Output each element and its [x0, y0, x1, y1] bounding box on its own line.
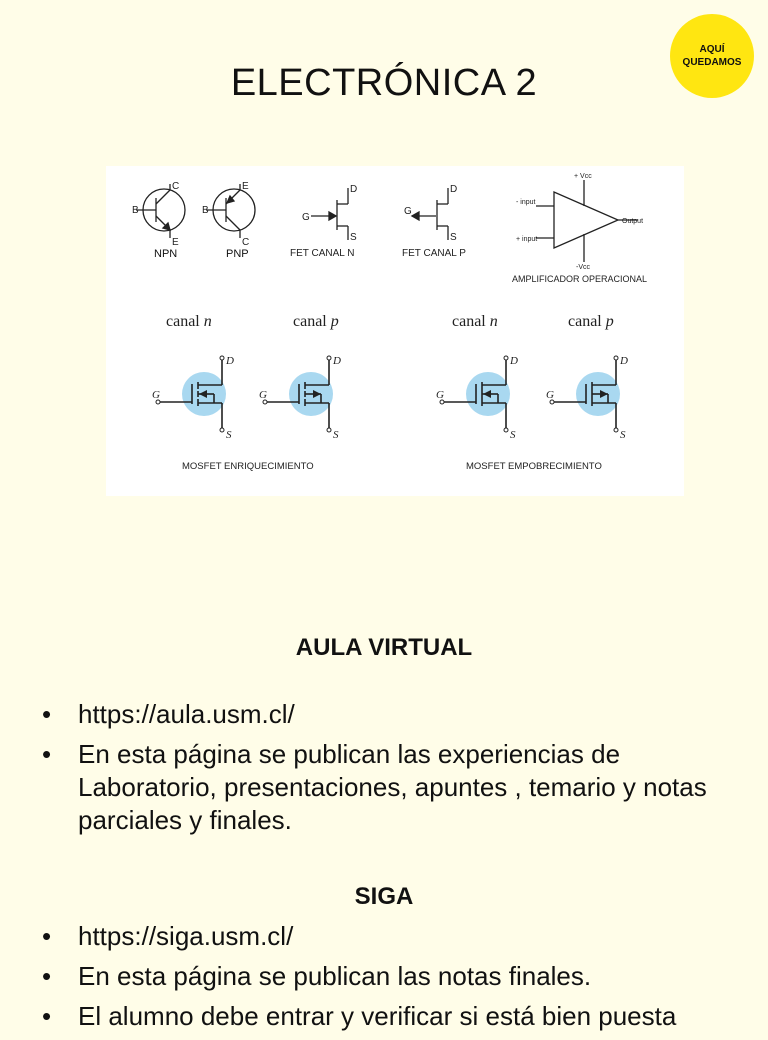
pnp-e-label: E	[242, 181, 249, 192]
fet-p-d-label: D	[450, 184, 458, 195]
gate-label: G	[436, 389, 444, 401]
mosfet-dep-canal-p-symbol	[546, 355, 628, 441]
fet-canal-n-symbol	[311, 188, 348, 240]
fet-p-g-label: G	[404, 206, 412, 217]
slide-title: ELECTRÓNICA 2	[230, 62, 538, 104]
npn-b-label: B	[132, 205, 139, 216]
npn-c-label: C	[172, 181, 180, 192]
badge-line-1: AQUÍ	[699, 44, 725, 55]
source-label: S	[226, 429, 232, 441]
drain-label: D	[510, 355, 518, 367]
pnp-transistor-symbol	[206, 184, 255, 238]
siga-notas-item: • En esta página se publican las notas finales.	[42, 960, 742, 993]
siga-verify-item: • El alumno debe entrar y verificar si está bien puesta	[42, 1000, 742, 1033]
opamp-vcc-plus-label: + Vcc	[574, 173, 592, 180]
fet-canal-p-symbol	[412, 188, 448, 240]
drain-label: D	[620, 355, 628, 367]
opamp-vcc-minus-label: -Vcc	[576, 264, 590, 271]
aula-virtual-list	[42, 698, 742, 844]
aula-description-item: • En esta página se publican las experiencias de Laboratorio, presentaciones, apuntes , temario y notas parciales y finales.	[42, 738, 742, 837]
drain-label: D	[333, 355, 341, 367]
drain-label: D	[226, 355, 234, 367]
fet-n-d-label: D	[350, 184, 358, 195]
fet-n-s-label: S	[350, 232, 357, 243]
enh-canal-p-label: canal p	[293, 313, 339, 330]
mosfet-enh-canal-n-symbol	[152, 355, 234, 441]
gate-label: G	[259, 389, 267, 401]
npn-e-label: E	[172, 237, 179, 248]
mosfet-empobrecimiento-label: MOSFET EMPOBRECIMIENTO	[466, 461, 602, 472]
source-label: S	[620, 429, 626, 441]
aula-url-item[interactable]: • https://aula.usm.cl/	[42, 698, 742, 731]
siga-url-item[interactable]: • https://siga.usm.cl/	[42, 920, 742, 953]
gate-label: G	[152, 389, 160, 401]
mosfet-enriquecimiento-label: MOSFET ENRIQUECIMIENTO	[182, 461, 314, 472]
electronic-symbols-figure	[106, 166, 684, 496]
enh-canal-n-label: canal n	[166, 313, 212, 330]
aqui-quedamos-badge	[670, 14, 754, 98]
pnp-label: PNP	[226, 248, 249, 260]
source-label: S	[333, 429, 339, 441]
siga-heading: SIGA	[354, 883, 414, 910]
npn-label: NPN	[154, 248, 178, 260]
fet-canal-n-label: FET CANAL N	[290, 248, 355, 259]
badge-line-2: QUEDAMOS	[682, 57, 742, 68]
npn-transistor-symbol	[136, 184, 185, 238]
aula-virtual-heading: AULA VIRTUAL	[295, 634, 473, 661]
opamp-output-label: Output	[622, 218, 644, 225]
fet-n-g-label: G	[302, 212, 310, 223]
opamp-inverting-input-label: - input	[516, 199, 536, 206]
mosfet-enh-canal-p-symbol	[259, 355, 341, 441]
pnp-c-label: C	[242, 237, 250, 248]
fet-canal-p-label: FET CANAL P	[402, 248, 466, 259]
source-label: S	[510, 429, 516, 441]
gate-label: G	[546, 389, 554, 401]
symbols-svg	[106, 166, 684, 496]
fet-p-s-label: S	[450, 232, 457, 243]
mosfet-dep-canal-n-symbol	[436, 355, 518, 441]
pnp-b-label: B	[202, 205, 209, 216]
dep-canal-p-label: canal p	[568, 313, 614, 330]
siga-list	[42, 920, 742, 1040]
opamp-label: AMPLIFICADOR OPERACIONAL	[512, 274, 648, 284]
dep-canal-n-label: canal n	[452, 313, 498, 330]
opamp-noninverting-input-label: + input	[516, 236, 538, 243]
